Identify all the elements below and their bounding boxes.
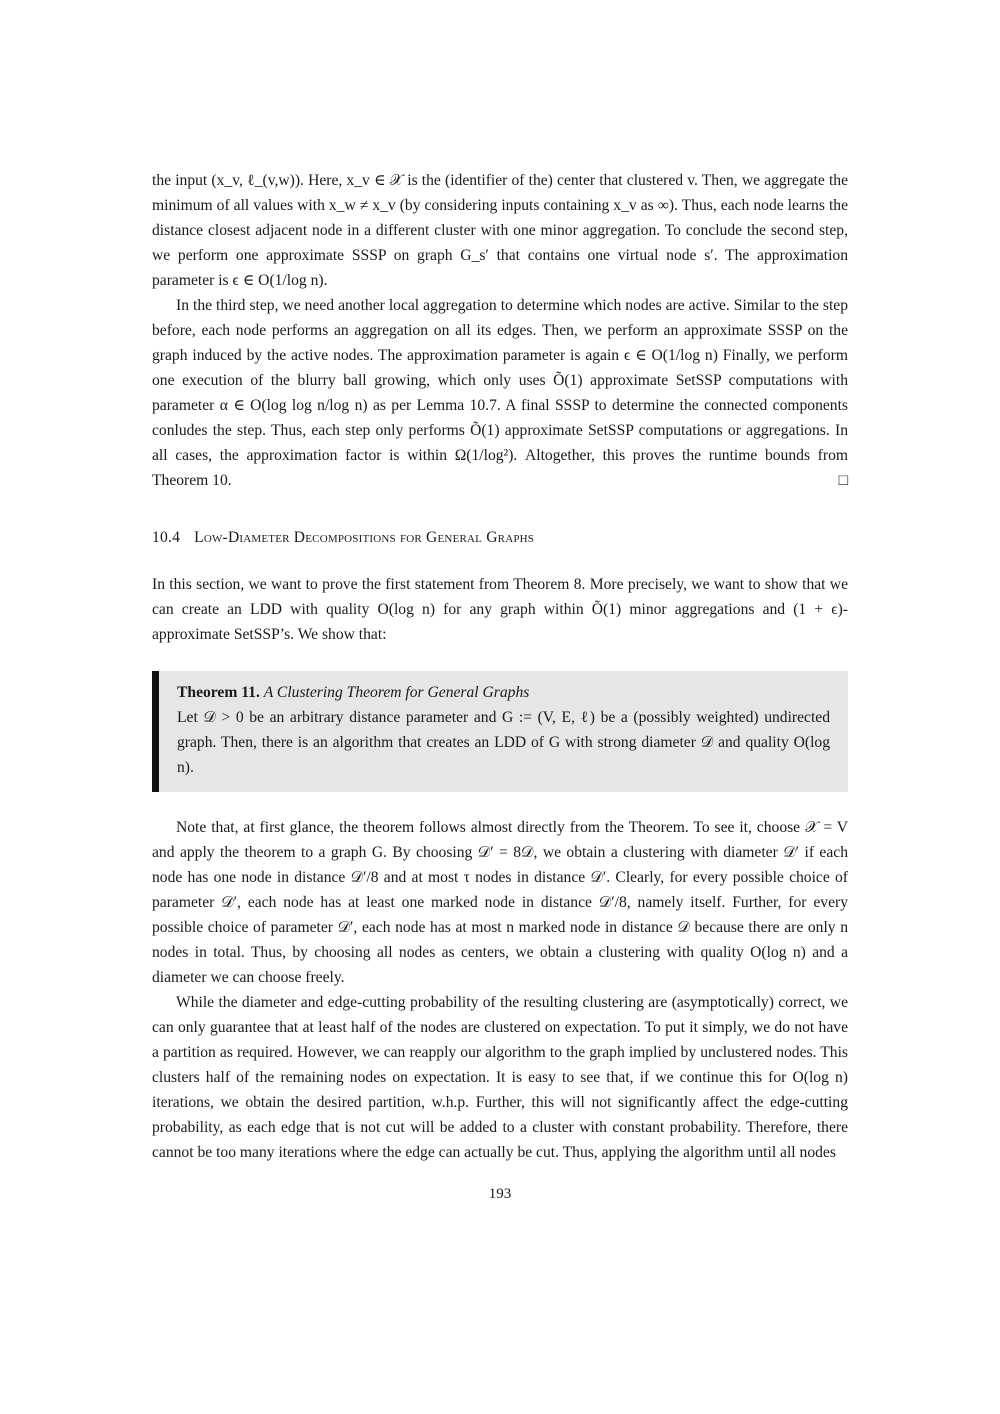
section-number: 10.4 [152,529,181,546]
theorem-box [152,671,848,792]
section-title: Low-Diameter Decompositions for General Graphs [194,529,535,546]
theorem-name: A Clustering Theorem for General Graphs [263,684,530,701]
page-number: 193 [488,1186,512,1202]
theorem-heading [177,680,830,705]
paragraph-4: While the diameter and edge-cutting probability of the resulting clustering are (asymptotically) correct, we can only guarantee that at least half of the nodes are clustered on expectation. To put it simply, we do not have a partition as required. However, we can reapply our algorithm to the graph implied by unclustered nodes. This clusters half of the remaining nodes on expectation. It is easy to see that, if we continue this for O(log n) iterations, we obtain the desired partition, w.h.p. Further, this will not significantly affect the edge-cutting probability, as each edge that is not cut will be added to a cluster with constant probability. Therefore, there cannot be too many iterations where the edge can actually be cut. Thus, applying the algorithm until all nodes [152,994,848,1161]
qed-symbol: □ [838,472,848,489]
theorem-body: Let 𝒟 > 0 be an arbitrary distance parameter and G := (V, E, ℓ) be a (possibly weighted) undirected graph. Then, there is an algorithm that creates an LDD of G with strong diameter 𝒟 and quality O(log n). [177,709,830,776]
paragraph-3: Note that, at first glance, the theorem follows almost directly from the Theorem. To see it, choose 𝒳 = V and apply the theorem to a graph G. By choosing 𝒟′ = 8𝒟, we obtain a clustering with diameter 𝒟′ if each node has one node in distance 𝒟′/8 and at most τ nodes in distance 𝒟′. Clearly, for every possible choice of parameter 𝒟′, each node has at least one marked node in distance 𝒟′/8, namely itself. Further, for every possible choice of parameter 𝒟′, each node has at most n marked node in distance 𝒟 because there are only n nodes in total. Thus, by choosing all nodes as centers, we obtain a clustering with quality O(log n) and a diameter we can choose freely. [152,819,848,986]
section-heading [152,525,848,550]
page-body [152,168,848,1165]
paragraph-1: the input (x_v, ℓ_(v,w)). Here, x_v ∈ 𝒳 is the (identifier of the) center that clustered v. Then, we aggregate the minimum of all values with x_w ≠ x_v (by considering inputs containing x_v as ∞). Thus, each node learns the distance closest adjacent node in a different cluster with one minor aggregation. To conclude the second step, we perform one approximate SSSP on graph G_s′ that contains one virtual node s′. The approximation parameter is ϵ ∈ O(1/log n). [152,172,848,289]
intro-paragraph: In this section, we want to prove the first statement from Theorem 8. More precisely, we want to show that we can create an LDD with quality O(log n) for any graph within Õ(1) minor aggregations and (1 + ϵ)-approximate SetSSP’s. We show that: [152,576,848,643]
paragraph-2 [152,293,848,493]
paragraph-2-text: In the third step, we need another local aggregation to determine which nodes are active. Similar to the step before, each node performs an aggregation on all its edges. Then, we perform an approximate SSSP on the graph induced by the active nodes. The approximation parameter is again ϵ ∈ O(1/log n) Finally, we perform one execution of the blurry ball growing, which only uses Õ(1) approximate SetSSP computations with parameter α ∈ O(log log n/log n) as per Lemma 10.7. A final SSSP to determine the connected components conludes the step. Thus, each step only performs Õ(1) approximate SetSSP computations or aggregations. In all cases, the approximation factor is within Ω(1/log²). Altogether, this proves the runtime bounds from Theorem 10. [152,297,849,489]
theorem-label: Theorem 11. [177,684,260,701]
